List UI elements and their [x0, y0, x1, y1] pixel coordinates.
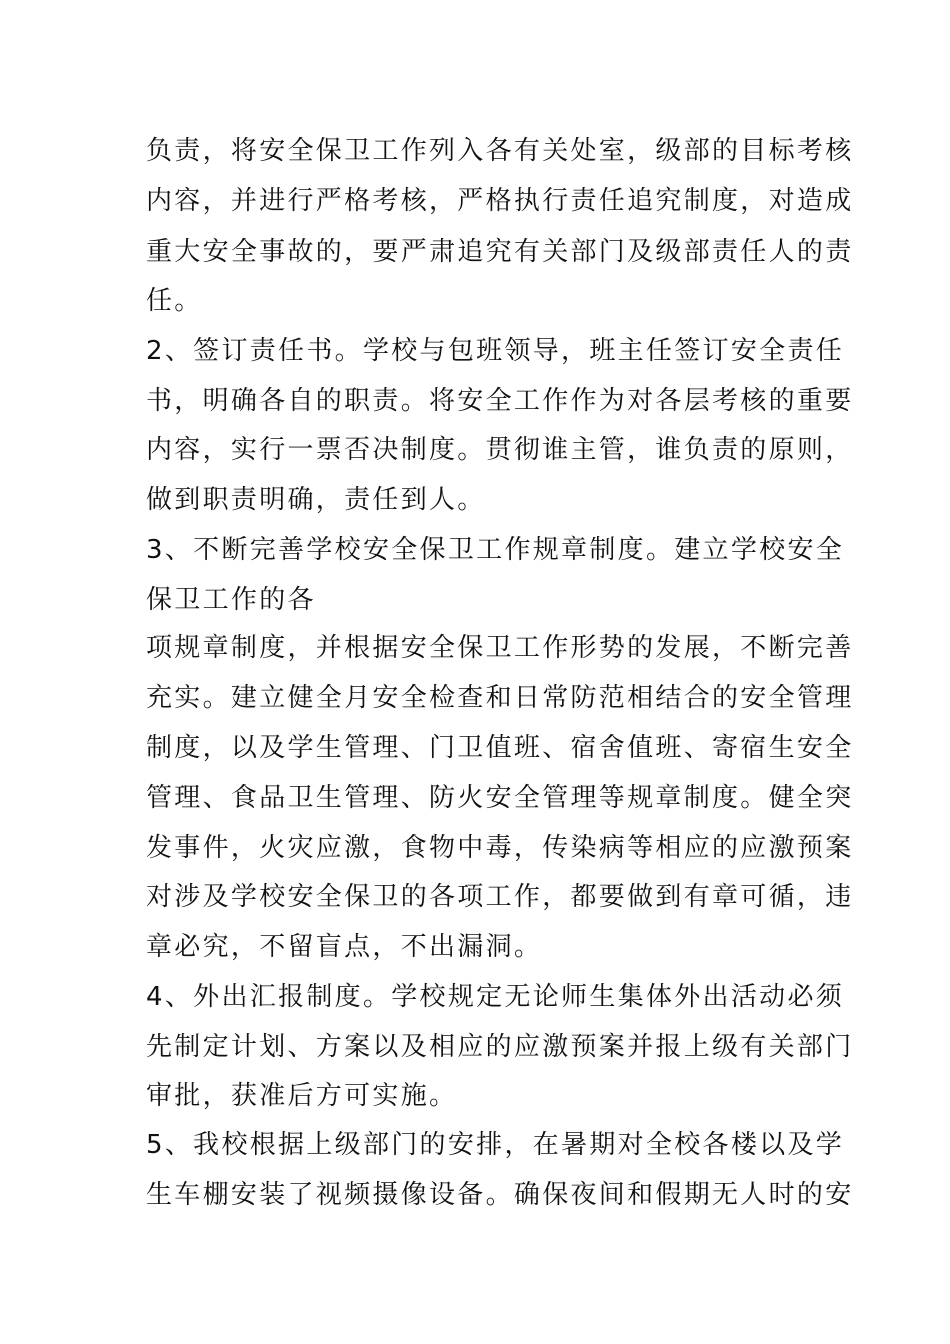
text-line: 书，明确各自的职责。将安全工作作为对各层考核的重要 [146, 386, 854, 416]
text-line: 制度，以及学生管理、门卫值班、宿舍值班、寄宿生安全 [146, 733, 854, 763]
text-line: 发事件，火灾应激，食物中毒，传染病等相应的应激预案 [146, 833, 854, 863]
text-line: 做到职责明确，责任到人。 [146, 485, 486, 515]
text-line: 5、我校根据上级部门的安排，在暑期对全校各楼以及学 [146, 1130, 845, 1160]
text-line: 审批，获准后方可实施。 [146, 1081, 458, 1111]
text-line: 对涉及学校安全保卫的各项工作，都要做到有章可循，违 [146, 882, 854, 912]
text-line: 保卫工作的各 [146, 585, 316, 615]
text-line: 项规章制度，并根据安全保卫工作形势的发展，不断完善 [146, 633, 854, 663]
text-line: 任。 [146, 286, 203, 316]
text-line: 负责，将安全保卫工作列入各有关处室，级部的目标考核 [146, 136, 854, 166]
text-line: 重大安全事故的，要严肃追究有关部门及级部责任人的责 [146, 237, 854, 267]
text-line: 4、外出汇报制度。学校规定无论师生集体外出活动必须 [146, 982, 845, 1012]
text-line: 充实。建立健全月安全检查和日常防范相结合的安全管理 [146, 683, 854, 713]
text-line: 管理、食品卫生管理、防火安全管理等规章制度。健全突 [146, 783, 854, 813]
text-line: 2、签订责任书。学校与包班领导，班主任签订安全责任 [146, 336, 845, 366]
text-line: 3、不断完善学校安全保卫工作规章制度。建立学校安全 [146, 535, 845, 565]
text-line: 内容，实行一票否决制度。贯彻谁主管，谁负责的原则， [146, 435, 854, 465]
text-line: 先制定计划、方案以及相应的应激预案并报上级有关部门 [146, 1032, 854, 1062]
text-line: 生车棚安装了视频摄像设备。确保夜间和假期无人时的安 [146, 1180, 854, 1210]
text-line: 章必究，不留盲点，不出漏洞。 [146, 932, 543, 962]
text-line: 内容，并进行严格考核，严格执行责任追究制度，对造成 [146, 186, 854, 216]
